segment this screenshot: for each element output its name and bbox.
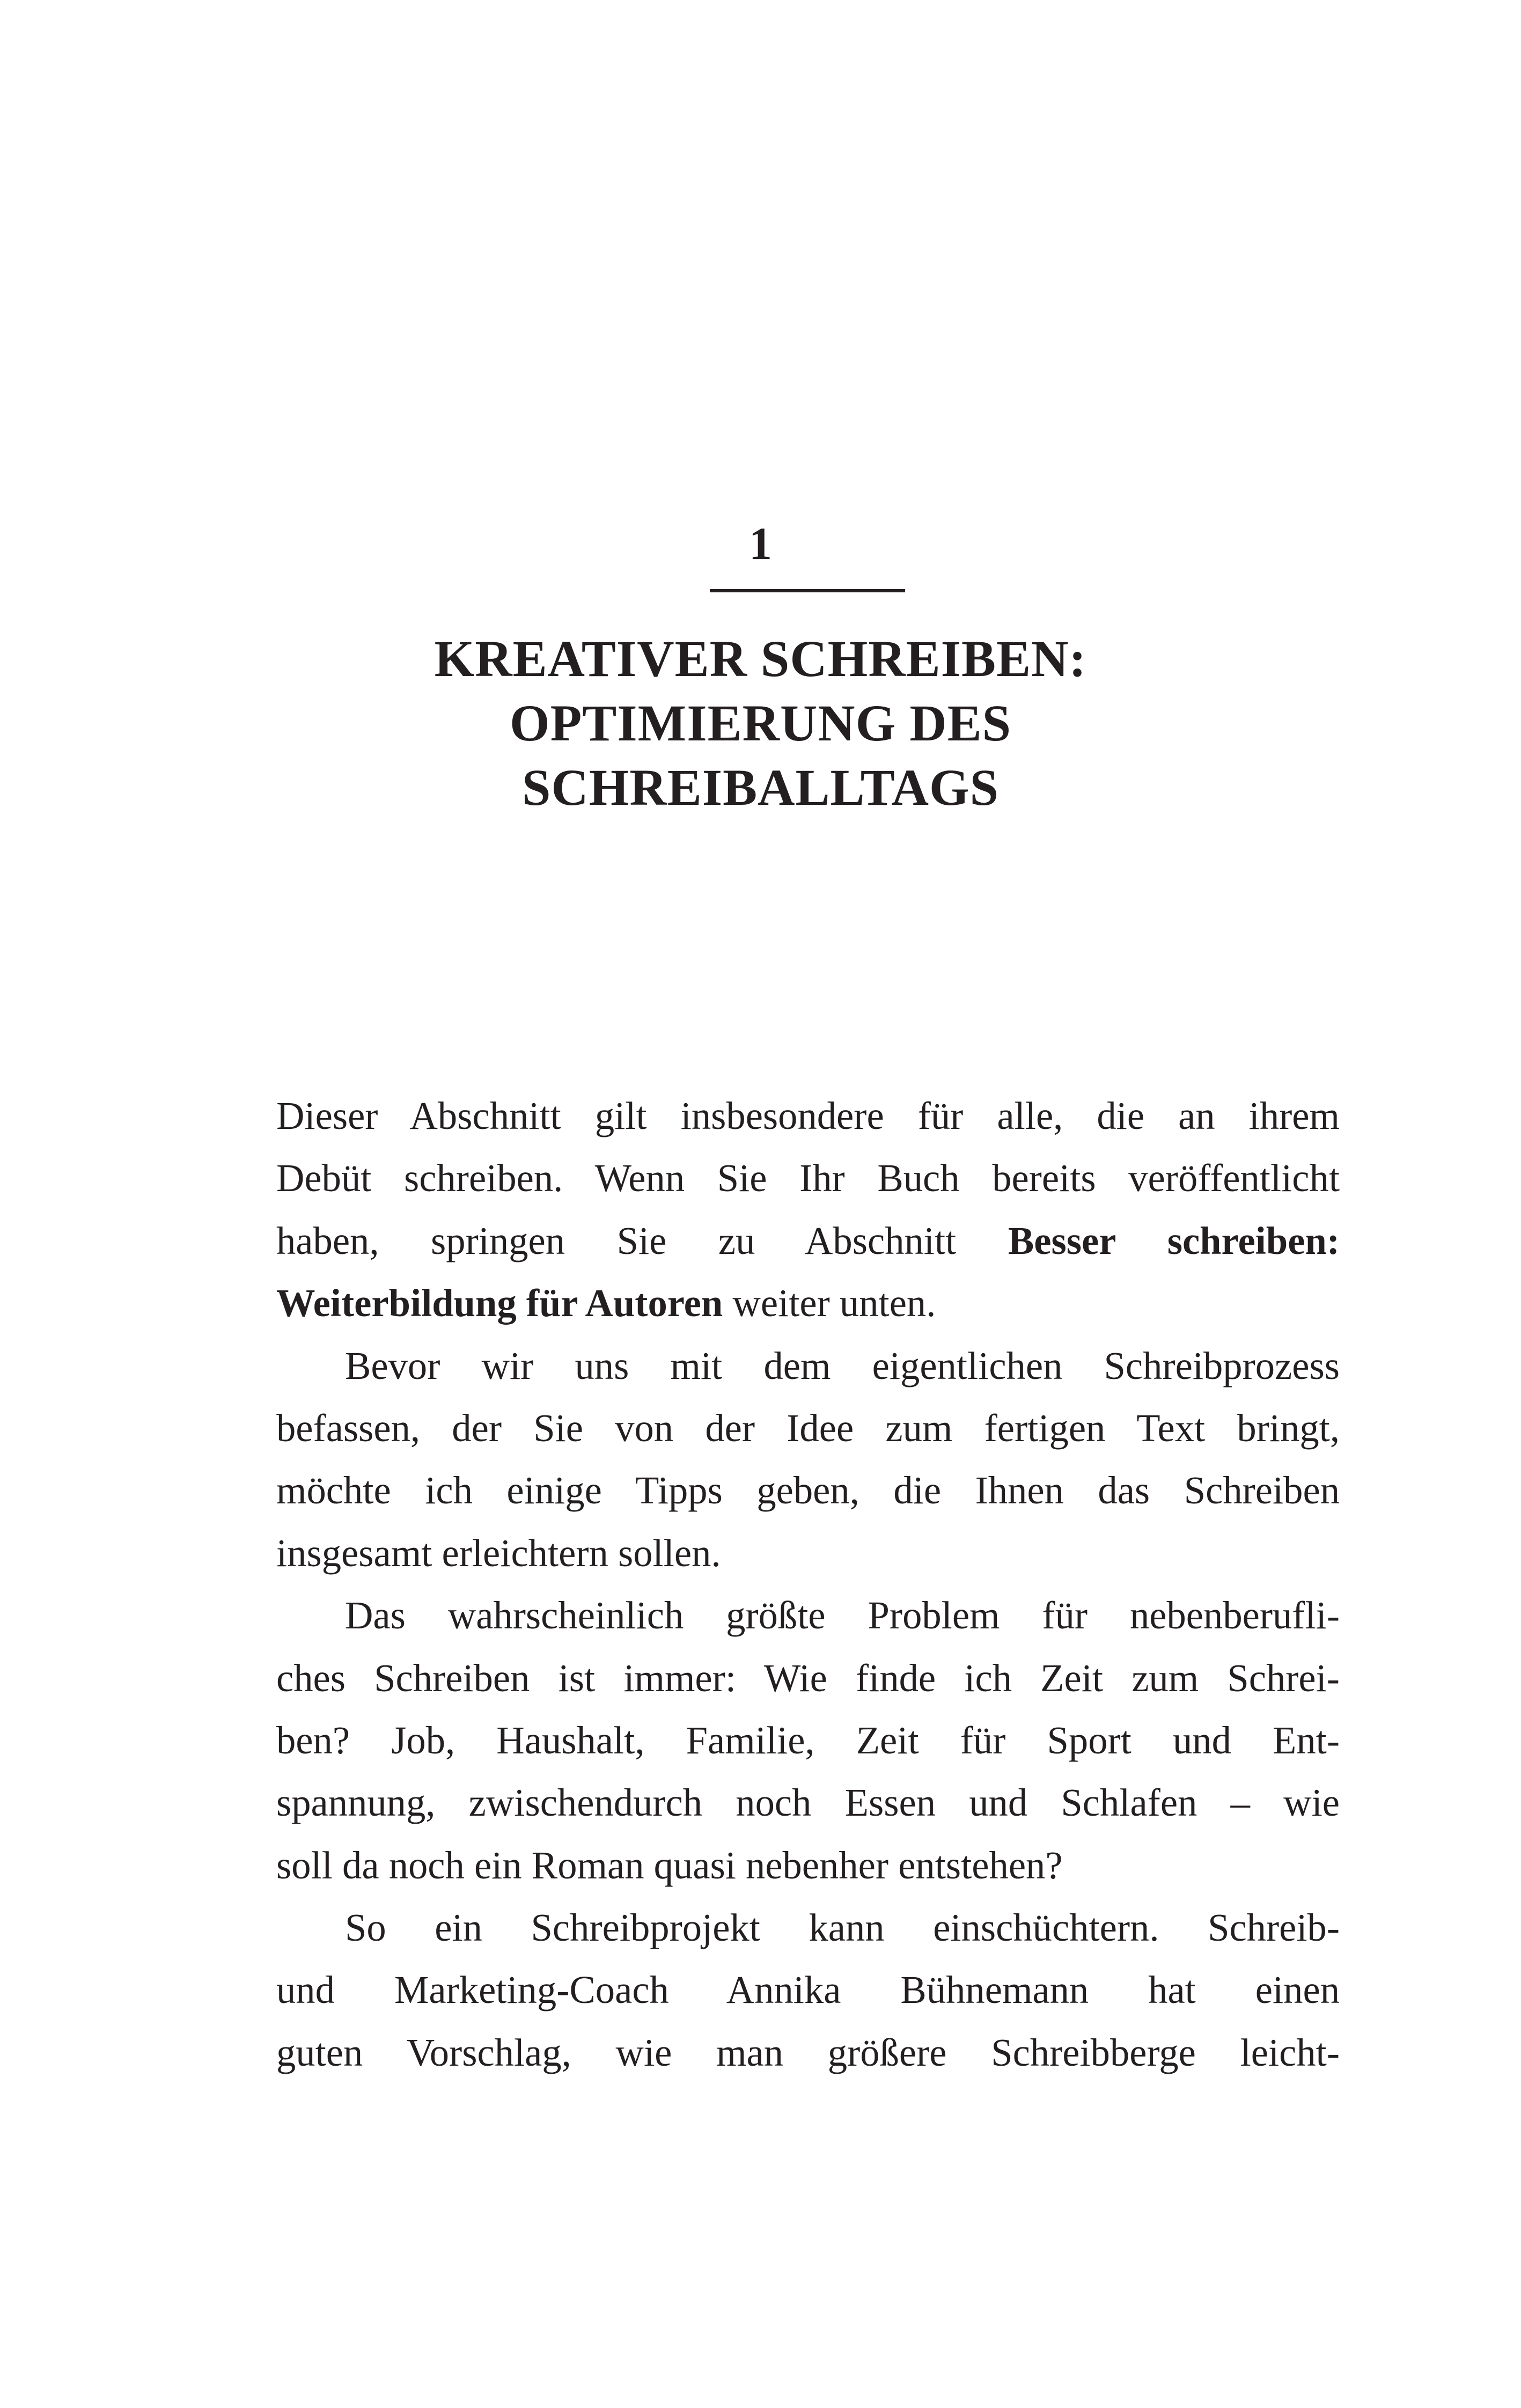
chapter-divider-rule [710,589,905,592]
text-run: weiter unten. [732,1281,936,1325]
chapter-title-line: SCHREIBALLTAGS [521,759,999,816]
text-line: befassen, der Sie von der Idee zum fertigen Text bringt, [276,1406,1340,1450]
text-line: spannung, zwischendurch noch Essen und Schlafen – wie [276,1781,1340,1825]
text-line: insgesamt erleichtern sollen. [276,1531,721,1575]
body-text [276,1085,1340,2084]
chapter-title [0,627,1521,820]
chapter-number: 1 [749,518,772,569]
chapter-title-line: OPTIMIERUNG DES [509,694,1012,752]
text-line: So ein Schreibprojekt kann einschüchtern. Schreib- [345,1906,1340,1950]
text-line: ches Schreiben ist immer: Wie finde ich Zeit zum Schrei- [276,1656,1340,1700]
text-line: Das wahrscheinlich größte Problem für nebenberufli- [345,1594,1340,1638]
text-line: Dieser Abschnitt gilt insbesondere für alle, die an ihrem [276,1094,1340,1137]
text-line: ben? Job, Haushalt, Familie, Zeit für Sport und Ent- [276,1718,1340,1762]
section-reference-bold: Weiterbildung für Autoren [276,1281,723,1325]
text-line: soll da noch ein Roman quasi nebenher entstehen? [276,1843,1063,1887]
section-reference-bold: Besser schreiben: [1008,1218,1340,1262]
chapter-title-line: KREATIVER SCHREIBEN: [434,630,1087,687]
text-line: möchte ich einige Tipps geben, die Ihnen das Schreiben [276,1469,1340,1513]
text-line: Debüt schreiben. Wenn Sie Ihr Buch bereits veröffentlicht [276,1156,1340,1200]
text-line: guten Vorschlag, wie man größere Schreibberge leicht- [276,2030,1340,2074]
text-run: haben, springen Sie zu Abschnitt [276,1218,957,1262]
text-line [276,1272,1340,1334]
text-line: Bevor wir uns mit dem eigentlichen Schreibprozess [345,1344,1340,1387]
text-line: und Marketing-Coach Annika Bühnemann hat einen [276,1968,1340,2012]
text-line [276,1210,1340,1272]
